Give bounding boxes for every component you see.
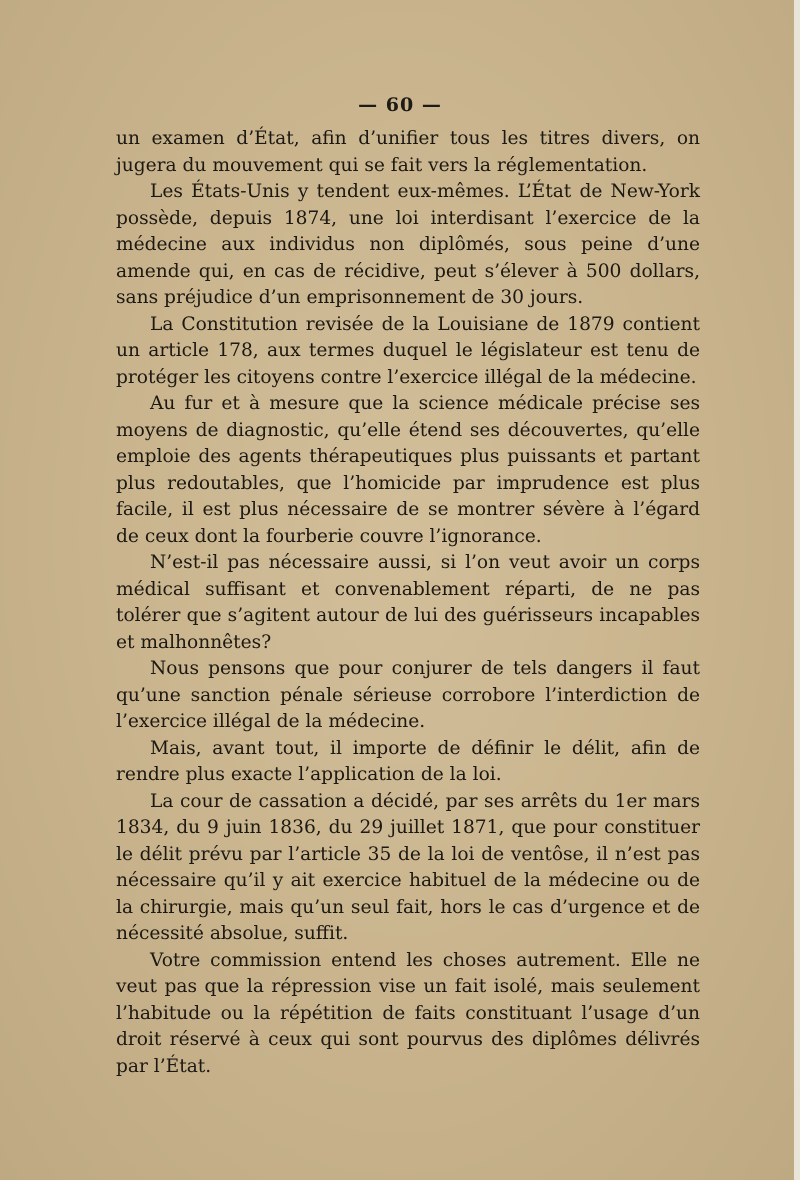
paragraph: Au fur et à mesure que la science médicale précise ses moyens de diagnostic, qu’elle étend ses découvertes, qu’elle emploie des agents thérapeutiques plus puissants et partant plus redoutables, que l’homicide par imprudence est plus facile, il est plus nécessaire de se montrer sévère à l’égard de ceux dont la fourberie couvre l’ignorance. — [116, 393, 700, 547]
paragraph: Nous pensons que pour conjurer de tels dangers il faut qu’une sanction pénale sérieuse corrobore l’interdiction de l’exercice illégal de la médecine. — [116, 658, 700, 732]
paragraph: Votre commission entend les choses autrement. Elle ne veut pas que la répression vise un fait isolé, mais seulement l’habitude ou la répétition de faits constituant l’usage d’un droit réservé à ceux qui sont pourvus des diplômes délivrés par l’État. — [116, 949, 700, 1077]
paragraph: Mais, avant tout, il importe de définir le délit, afin de rendre plus exacte l’application de la loi. — [116, 737, 700, 785]
page-edge — [794, 0, 800, 1180]
body-text — [116, 126, 700, 1080]
page-number: — 60 — — [358, 94, 442, 116]
paragraph: un examen d’État, afin d’unifier tous les titres divers, on jugera du mouvement qui se fait vers la réglementation. — [116, 128, 700, 176]
paragraph: Les États-Unis y tendent eux-mêmes. L’État de New-York possède, depuis 1874, une loi interdisant l’exercice de la médecine aux individus non diplômés, sous peine d’une amende qui, en cas de récidive, peut s’élever à 500 dollars, sans préjudice d’un emprisonnement de 30 jours. — [116, 181, 700, 308]
paragraph: La cour de cassation a décidé, par ses arrêts du 1er mars 1834, du 9 juin 1836, du 29 juillet 1871, que pour constituer le délit prévu par l’article 35 de la loi de ventôse, il n’est pas nécessaire qu’il y ait exercice habituel de la médecine ou de la chirurgie, mais qu’un seul fait, hors le cas d’urgence et de nécessité absolue, suffit. — [116, 790, 700, 944]
paragraph: La Constitution revisée de la Louisiane de 1879 contient un article 178, aux termes duquel le législateur est tenu de protéger les citoyens contre l’exercice illégal de la médecine. — [116, 313, 700, 388]
paragraph: N’est-il pas nécessaire aussi, si l’on veut avoir un corps médical suffisant et convenablement réparti, de ne pas tolérer que s’agitent autour de lui des guérisseurs incapables et malhonnêtes? — [116, 552, 700, 653]
